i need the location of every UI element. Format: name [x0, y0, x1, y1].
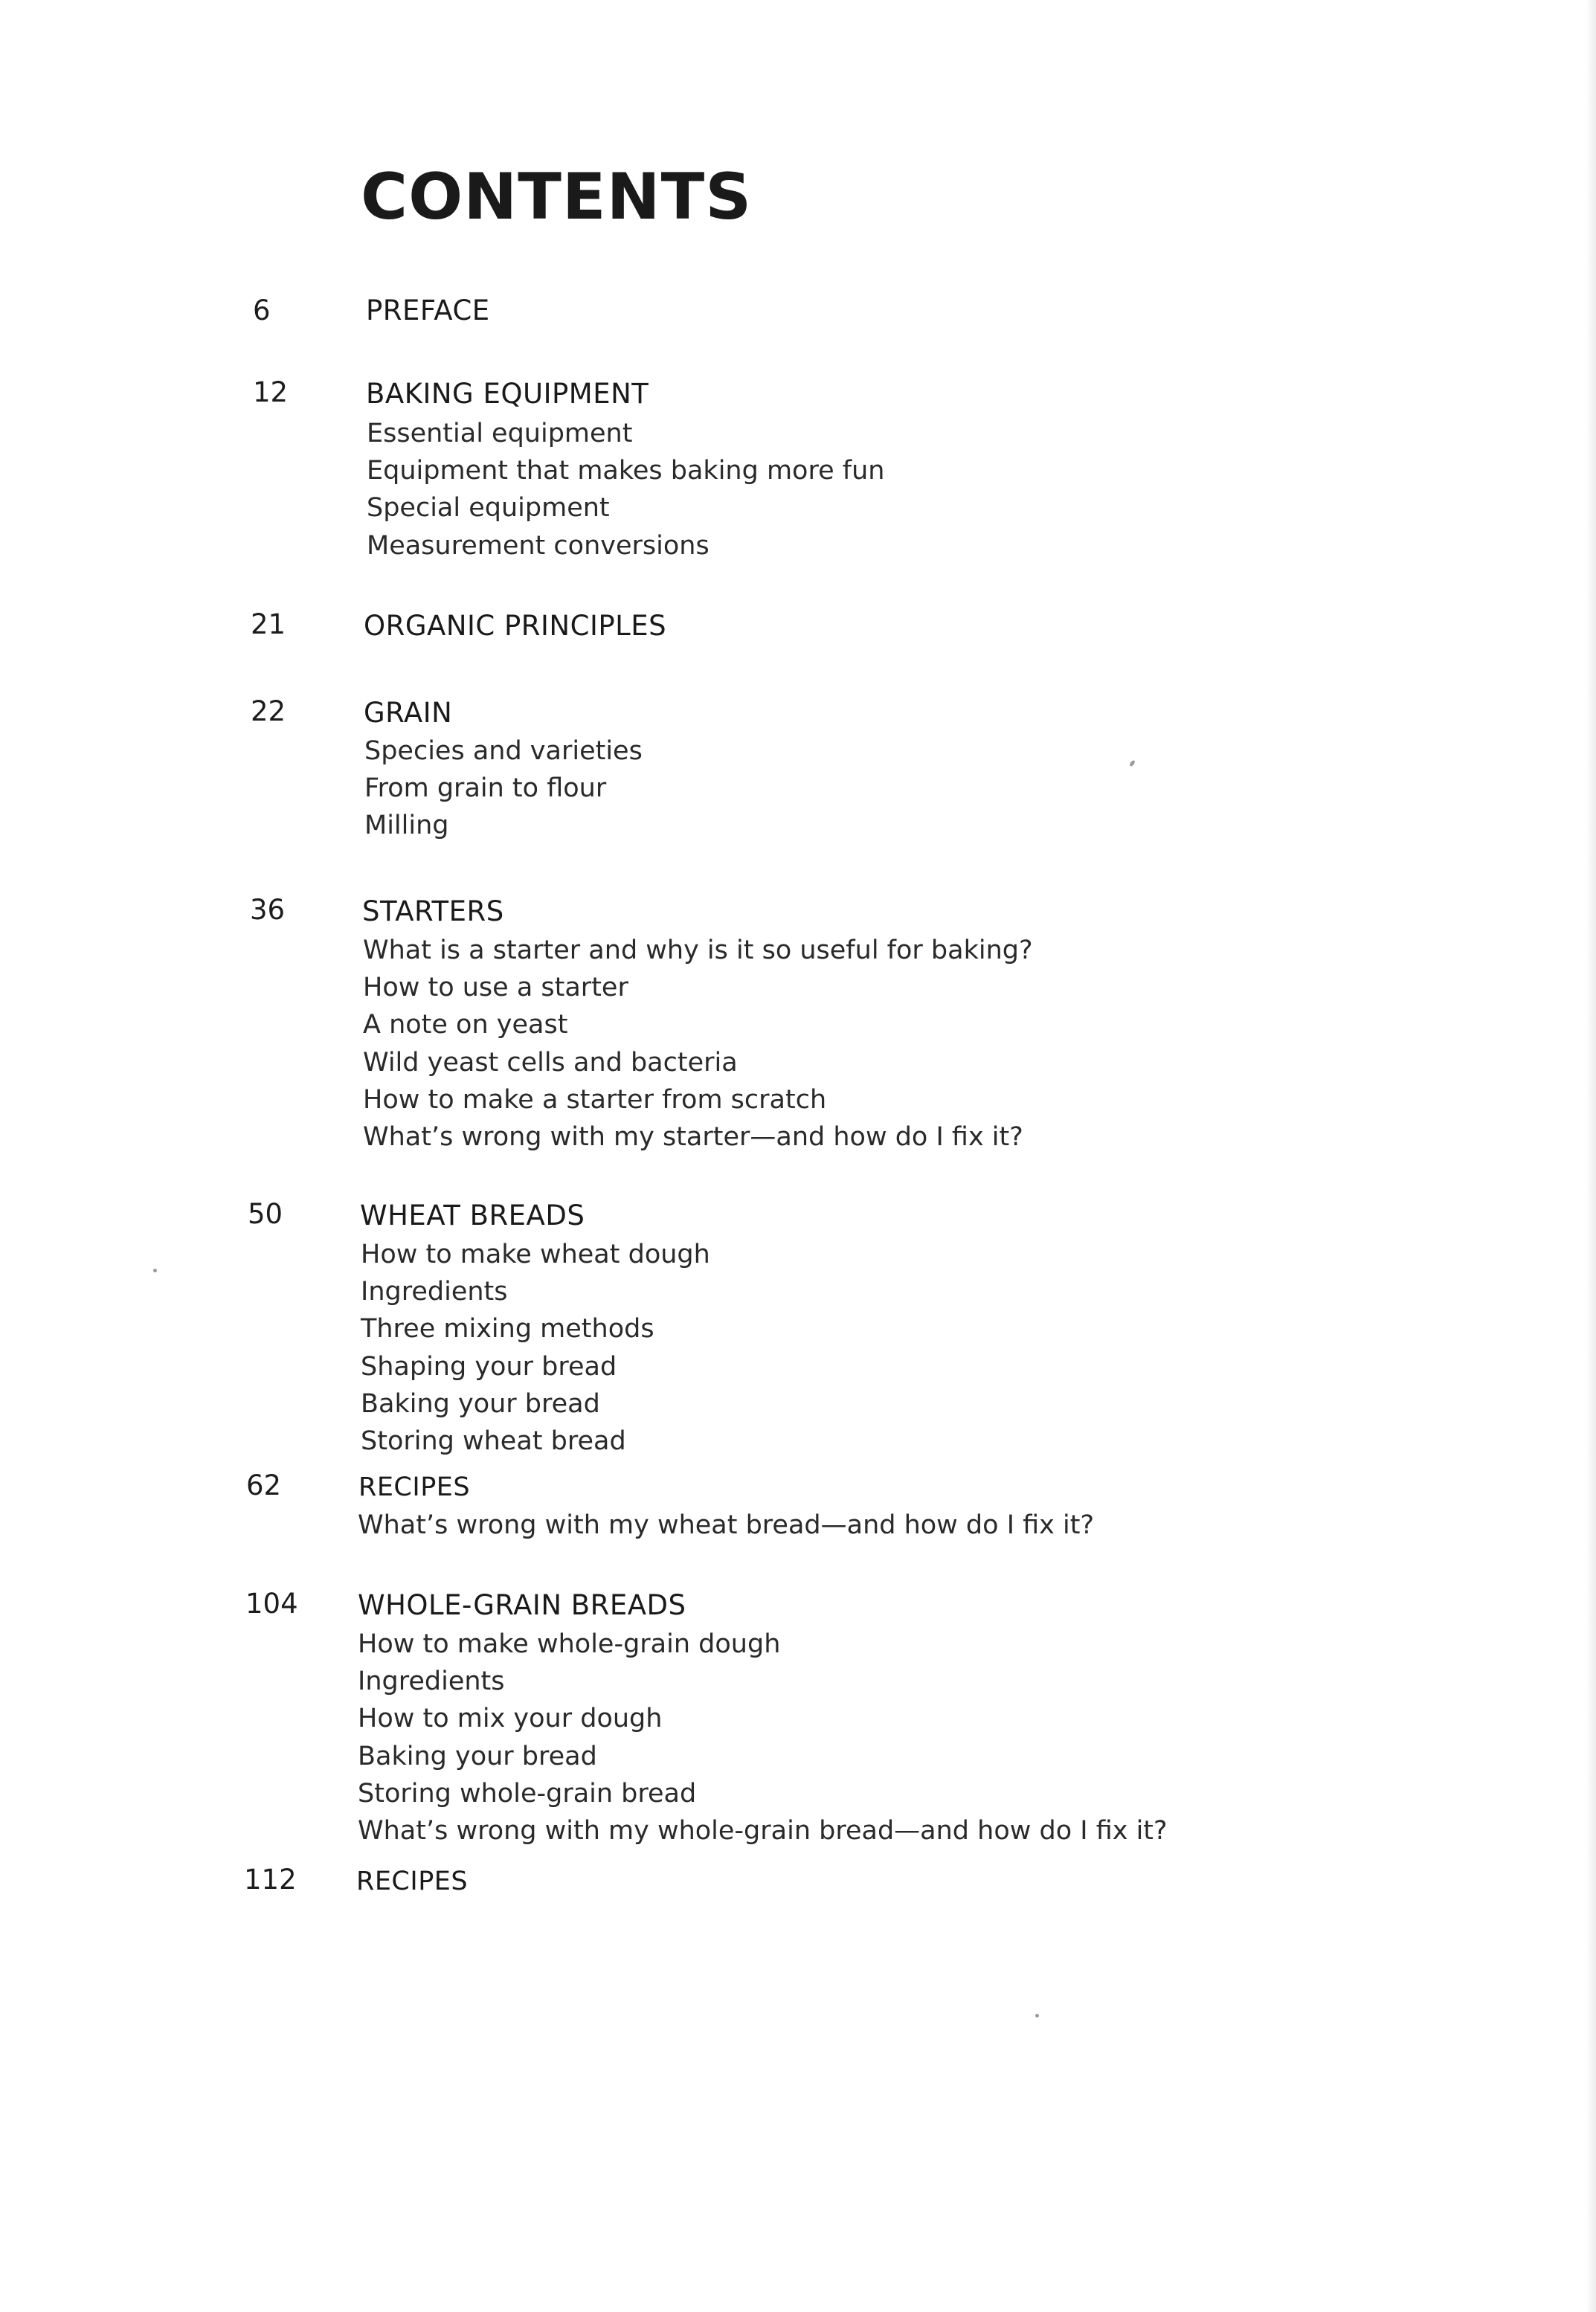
toc-subentries	[361, 1236, 710, 1460]
scan-speck	[1129, 759, 1136, 767]
toc-subentries	[364, 732, 643, 845]
toc-subentry: Baking your bread	[361, 1388, 600, 1419]
toc-heading: ORGANIC PRINCIPLES	[364, 610, 667, 642]
toc-subentry: What’s wrong with my whole-grain bread—and how do I fix it?	[358, 1816, 1168, 1846]
toc-subentry: Baking your bread	[358, 1741, 597, 1771]
scan-speck	[1035, 2014, 1039, 2018]
toc-heading: BAKING EQUIPMENT	[366, 378, 649, 410]
toc-subentry: Measurement conversions	[367, 530, 709, 561]
toc-page-number: 21	[251, 608, 286, 640]
toc-subentry: What’s wrong with my starter—and how do I fix it?	[363, 1122, 1023, 1153]
toc-subentry: Three mixing methods	[361, 1314, 654, 1345]
toc-subentry: Species and varieties	[364, 736, 643, 766]
toc-subentry: How to make a starter from scratch	[363, 1084, 827, 1115]
toc-subentry: Storing whole-grain bread	[358, 1778, 697, 1809]
toc-heading: RECIPES	[358, 1472, 471, 1502]
toc-subentry: Essential equipment	[367, 419, 633, 448]
toc-subentry: Ingredients	[361, 1277, 508, 1307]
page-edge-shadow	[1586, 0, 1596, 2312]
toc-subentry: Ingredients	[358, 1667, 505, 1697]
toc-heading: STARTERS	[362, 895, 504, 927]
toc-page-number: 50	[248, 1198, 283, 1230]
toc-page-number: 62	[246, 1469, 282, 1501]
toc-page-number: 6	[253, 294, 271, 326]
toc-page-number: 22	[251, 695, 286, 727]
page-title: CONTENTS	[361, 160, 753, 234]
toc-subentries	[363, 932, 1033, 1156]
toc-heading: PREFACE	[366, 294, 490, 326]
toc-subentry: How to make wheat dough	[361, 1240, 710, 1269]
toc-subentry: Wild yeast cells and bacteria	[363, 1047, 738, 1078]
toc-heading: WHEAT BREADS	[360, 1200, 585, 1231]
toc-subentry: Special equipment	[367, 493, 610, 524]
toc-subentry: Equipment that makes baking more fun	[367, 456, 885, 486]
toc-page-number: 104	[245, 1588, 298, 1620]
toc-subentry: How to use a starter	[363, 973, 628, 1003]
toc-subentry: Shaping your bread	[361, 1351, 617, 1382]
toc-subentry: What is a starter and why is it so useful for baking?	[363, 936, 1033, 965]
toc-subentry: What’s wrong with my wheat bread—and how do I fix it?	[358, 1510, 1095, 1540]
toc-subentries	[358, 1507, 1094, 1544]
toc-heading: GRAIN	[364, 697, 453, 729]
toc-page-number: 12	[253, 376, 289, 408]
scan-speck	[153, 1269, 157, 1272]
toc-subentry: From grain to flour	[364, 773, 607, 804]
toc-subentry: Storing wheat bread	[361, 1426, 626, 1457]
toc-subentries	[367, 415, 884, 564]
toc-subentry: How to mix your dough	[358, 1704, 663, 1734]
toc-subentry: How to make whole-grain dough	[358, 1629, 781, 1659]
toc-subentry: A note on yeast	[363, 1010, 568, 1040]
toc-heading: RECIPES	[356, 1867, 469, 1896]
toc-page-number: 36	[250, 894, 286, 926]
toc-subentries	[358, 1626, 1168, 1849]
toc-subentry: Milling	[364, 811, 449, 841]
toc-page-number: 112	[244, 1864, 297, 1896]
toc-heading: WHOLE-GRAIN BREADS	[358, 1589, 686, 1621]
